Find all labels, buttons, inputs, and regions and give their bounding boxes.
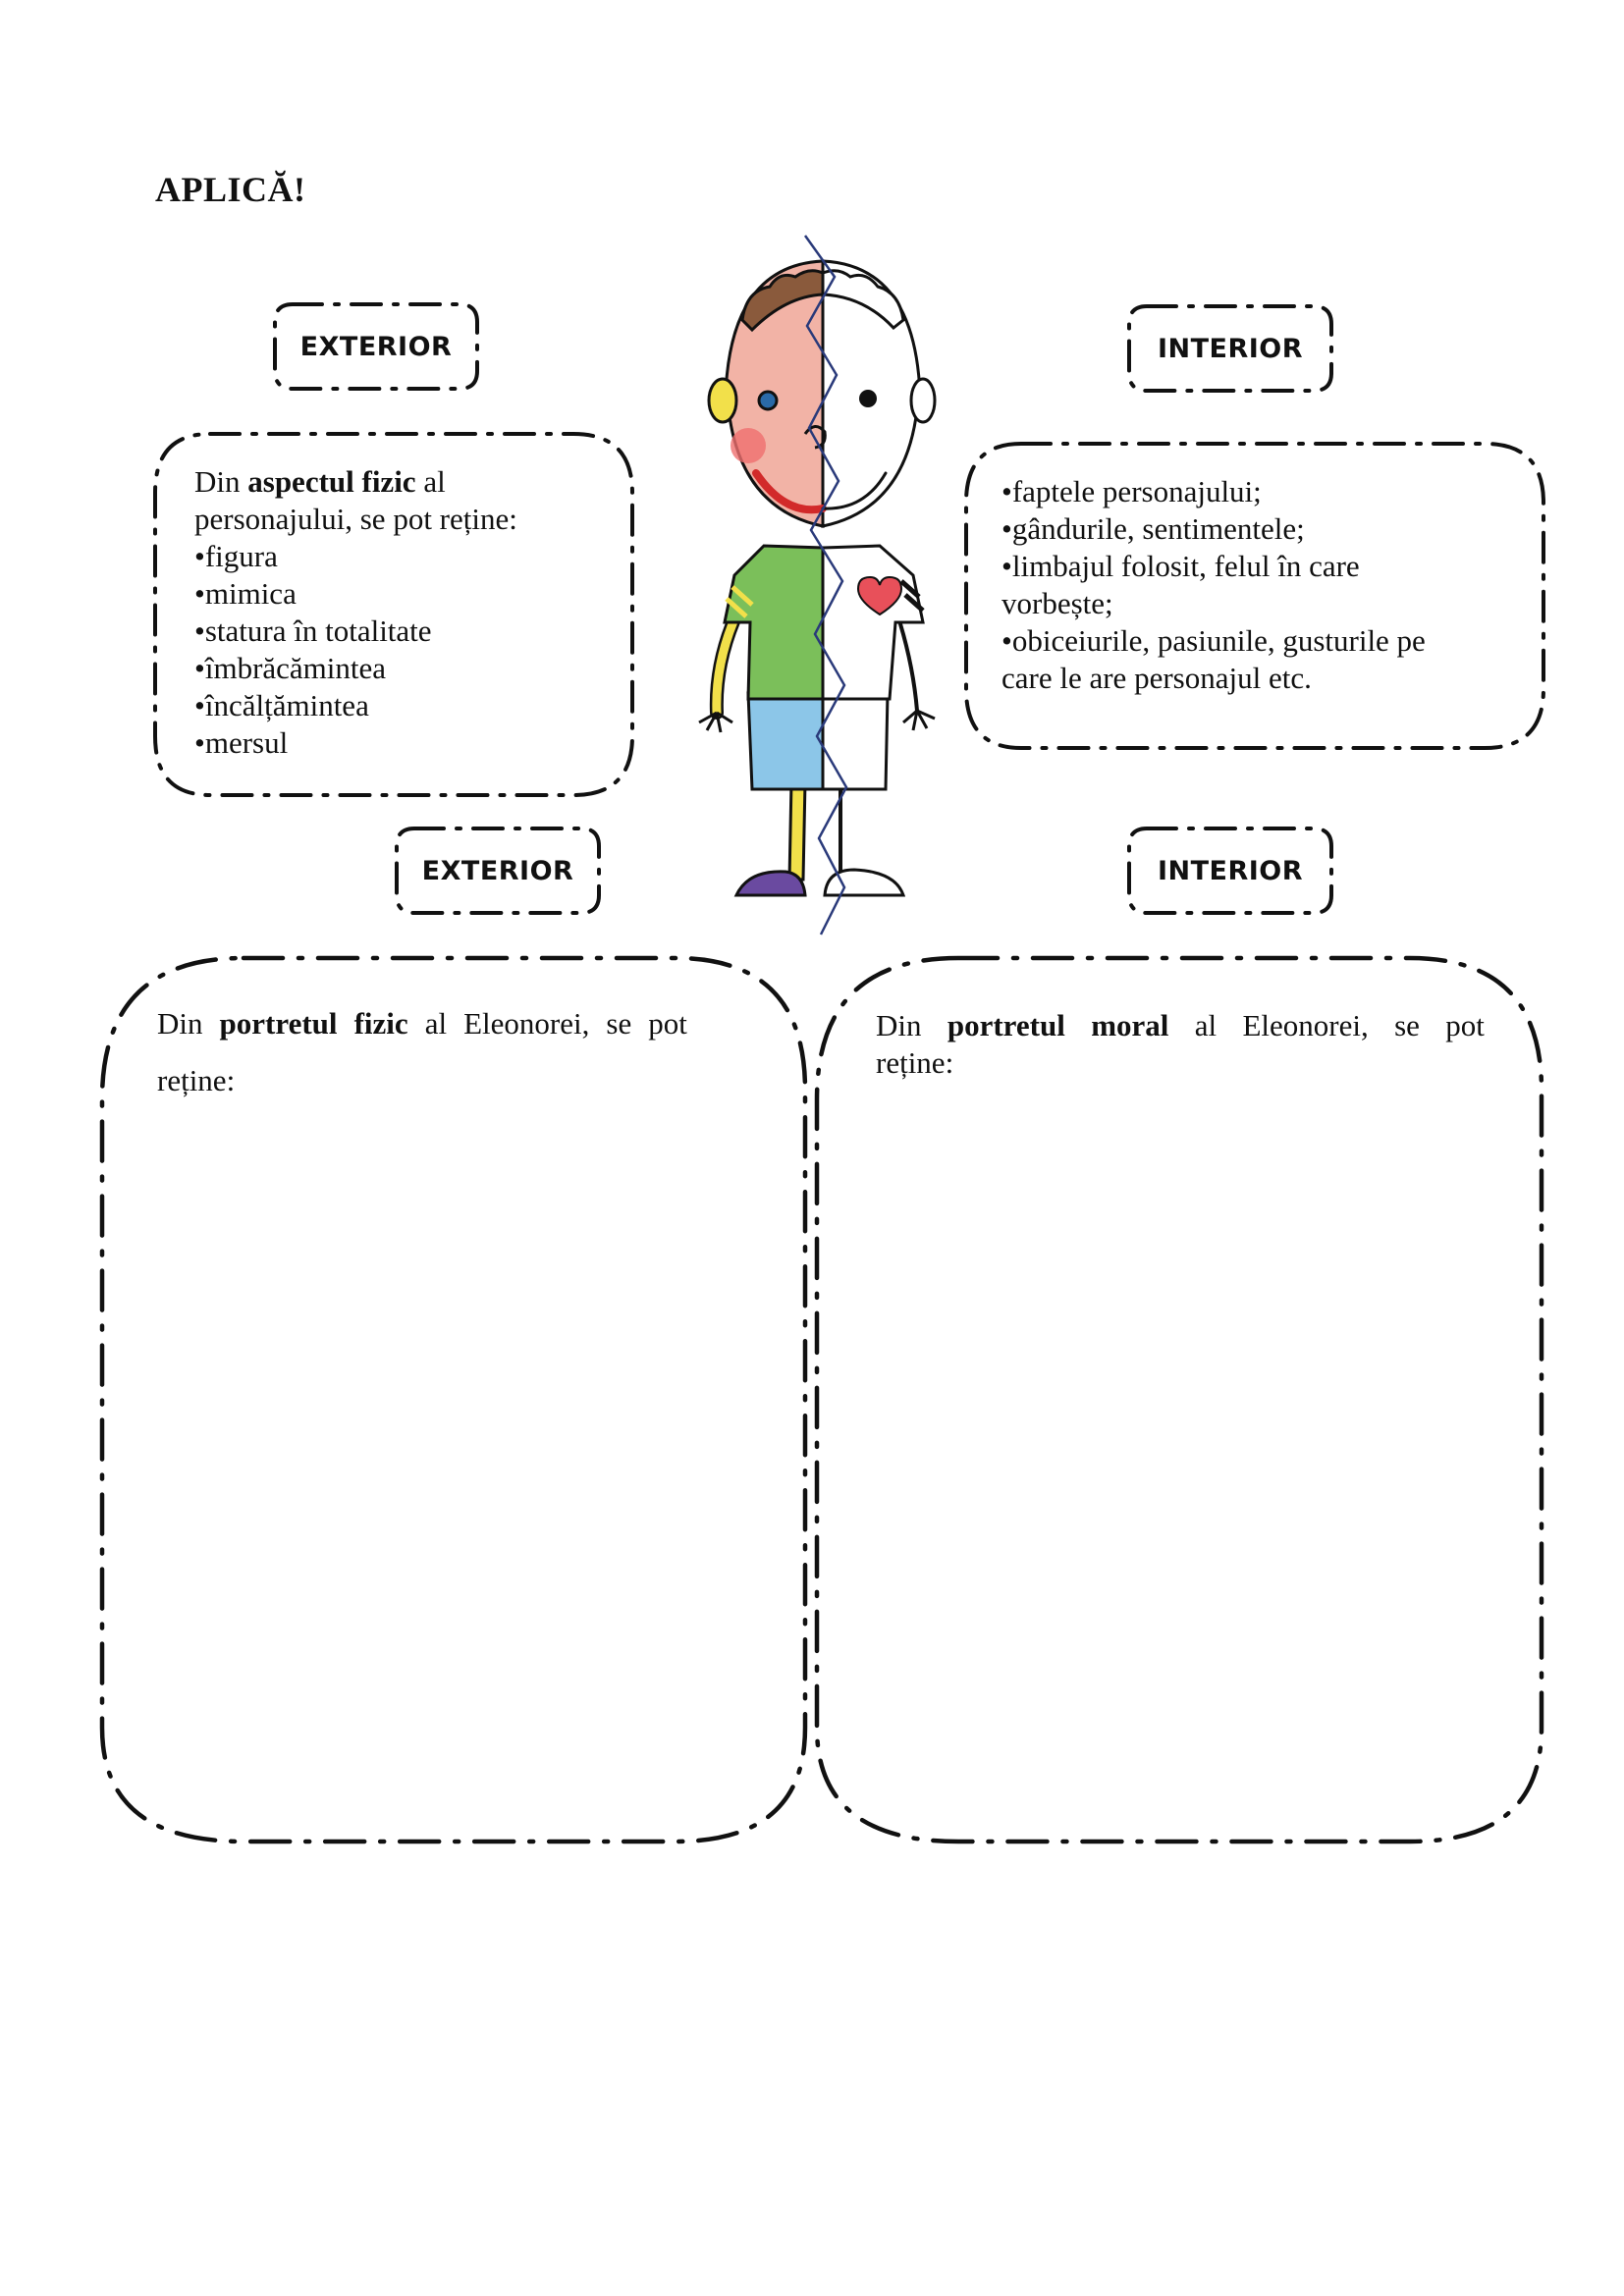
exterior-item: •mimica (194, 576, 297, 611)
moral-bold: moral (1091, 1008, 1169, 1042)
interior-label: INTERIOR (1157, 333, 1304, 364)
portretul-bold: portretul (947, 1008, 1065, 1042)
exterior-item: •mersul (194, 725, 289, 760)
shorts-left (748, 693, 823, 789)
answer-right-intro: Din portretul moral al Eleonorei, se pot (876, 1008, 1485, 1042)
exterior-item: •îmbrăcămintea (194, 651, 387, 685)
left-eye (759, 392, 777, 409)
answer-box-right-frame (811, 952, 1547, 1847)
portretul-bold: portretul (219, 1006, 338, 1041)
interior-info-text (1001, 473, 1426, 697)
exterior-item: •statura în totalitate (194, 614, 432, 648)
answer-left-intro: Din portretul fizic al Eleonorei, se pot (157, 1006, 687, 1041)
exterior-info-intro: Din aspectul fizic al (194, 464, 446, 499)
fizic-bold: fizic (353, 1006, 408, 1041)
character-illustration (677, 232, 962, 948)
right-eye (859, 390, 877, 407)
exterior-info-intro-line2: personajului, se pot reține: (194, 502, 517, 536)
interior-item: vorbește; (1001, 586, 1113, 620)
interior-item: •obiceiurile, pasiunile, gusturile pe (1001, 623, 1426, 658)
exterior-item: •încălțămintea (194, 688, 369, 722)
left-hand (699, 713, 732, 732)
left-leg-fill (789, 781, 805, 880)
cheek (731, 428, 766, 463)
interior-item: care le are personajul etc. (1001, 661, 1312, 695)
exterior-info-text (194, 463, 517, 762)
right-ear (911, 379, 935, 422)
shirt-left (725, 546, 823, 699)
answer-box-right-text[interactable] (876, 1007, 1485, 1082)
answer-box-left-text[interactable] (157, 1005, 687, 1099)
left-shoe (736, 872, 805, 895)
interior-item: •gândurile, sentimentele; (1001, 511, 1305, 546)
right-arm (897, 614, 917, 711)
page-title: APLICĂ! (155, 170, 306, 209)
exterior-label: EXTERIOR (299, 331, 453, 362)
answer-left-intro-line2: reține: (157, 1063, 236, 1097)
interior-label-2: INTERIOR (1157, 855, 1304, 886)
exterior-item: •figura (194, 539, 278, 573)
aspect-fizic-bold: aspectul fizic (247, 464, 416, 499)
right-hand (903, 711, 935, 730)
exterior-label-2: EXTERIOR (421, 855, 574, 886)
interior-item: •faptele personajului; (1001, 474, 1262, 508)
interior-item: •limbajul folosit, felul în care (1001, 549, 1360, 583)
answer-right-intro-line2: reține: (876, 1045, 954, 1080)
left-ear (709, 379, 736, 422)
